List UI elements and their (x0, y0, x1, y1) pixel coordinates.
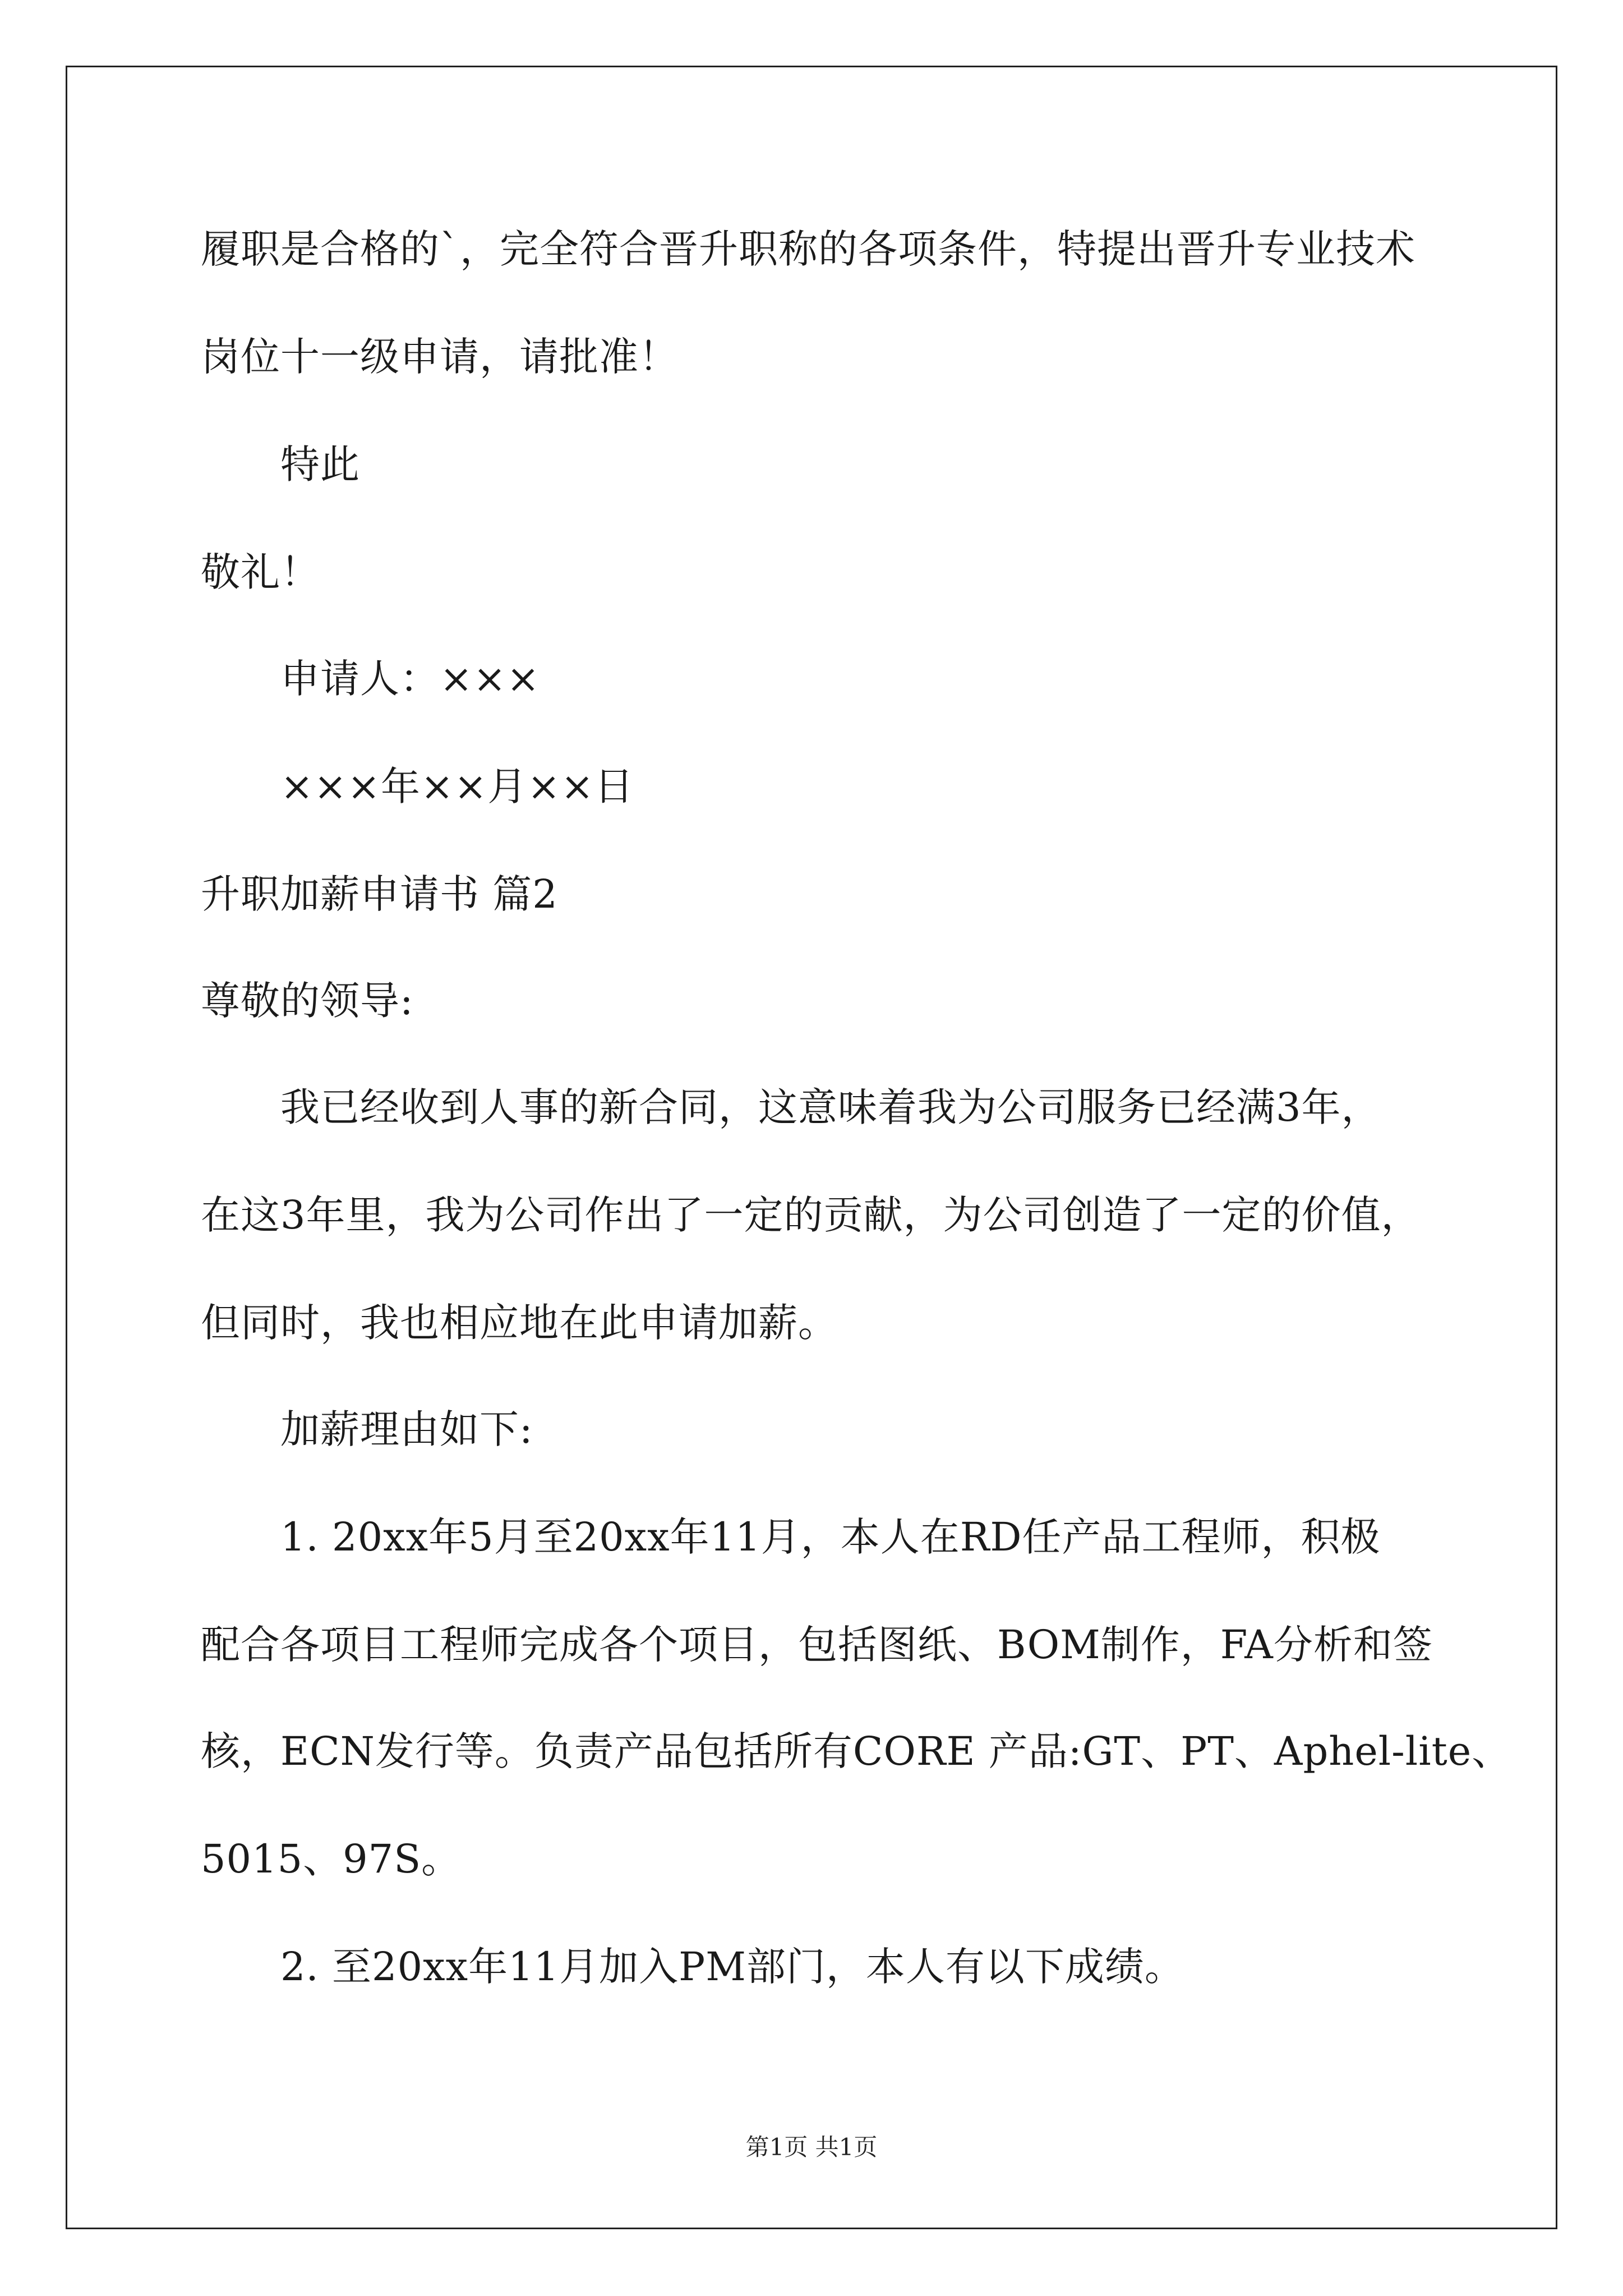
signature-date: ×××年××月××日 (280, 763, 634, 809)
reason-1-line-1: 1. 20xx年5月至20xx年11月，本人在RD任产品工程师，积极 (280, 1514, 1381, 1560)
paragraph-line-2: 在这3年里，我为公司作出了一定的贡献，为公司创造了一定的价值， (201, 1192, 1421, 1238)
reasons-heading: 加薪理由如下: (280, 1406, 533, 1452)
section-heading: 升职加薪申请书 篇2 (201, 871, 558, 917)
salutation-closing: 敬礼！ (201, 549, 320, 595)
body-line-2: 岗位十一级申请，请批准！ (201, 334, 679, 380)
paragraph-line-3: 但同时，我也相应地在此申请加薪。 (201, 1300, 838, 1346)
body-line-1: 履职是合格的`，完全符合晋升职称的各项条件，特提出晋升专业技术 (201, 226, 1415, 272)
reason-1-line-2: 配合各项目工程师完成各个项目，包括图纸、BOM制作，FA分析和签 (201, 1622, 1433, 1668)
page-footer: 第1页 共1页 (745, 2133, 878, 2161)
page-border (66, 66, 1557, 2229)
letter-greeting: 尊敬的领导: (201, 978, 414, 1024)
reason-1-line-3: 核，ECN发行等。负责产品包括所有CORE 产品:GT、PT、Aphel-lite、 (201, 1728, 1512, 1774)
reason-2-line-1: 2. 至20xx年11月加入PM部门，本人有以下成绩。 (280, 1944, 1184, 1990)
paragraph-line-1: 我已经收到人事的新合同，这意味着我为公司服务已经满3年， (280, 1084, 1381, 1130)
closing-phrase: 特此 (280, 441, 360, 487)
reason-1-line-4: 5015、97S。 (201, 1836, 462, 1882)
applicant-signature: 申请人：××× (280, 656, 540, 702)
